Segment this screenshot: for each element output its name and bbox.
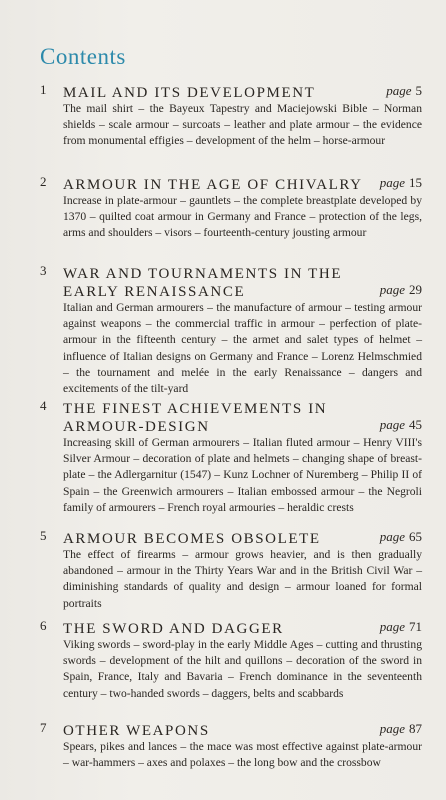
chapter-heading: THE FINEST ACHIEVEMENTS IN	[63, 401, 328, 417]
page-label: page	[379, 175, 405, 190]
chapter-entry	[40, 398, 422, 516]
chapter-number: 4	[40, 398, 47, 413]
chapter-entry	[40, 720, 422, 771]
page-number: 15	[409, 175, 422, 190]
page-reference	[380, 174, 422, 192]
chapter-number: 6	[40, 618, 47, 633]
page-label: page	[379, 417, 405, 432]
chapter-heading-row	[63, 618, 422, 636]
chapter-heading: MAIL AND ITS DEVELOPMENT	[63, 85, 316, 101]
page-reference	[386, 82, 422, 100]
chapter-number: 7	[40, 720, 47, 735]
chapter-description: Italian and German armourers – the manufacture of armour – testing armour against weapons – the commercial traffic in armour – perfection of plate-armour in the fifteenth century – the armet and salet types of helmet – influence of Italian designs on Germany and France – Lorenz Helmschmied – the tournament and melée in the early Renaissance – dangers and excitements of the tilt-yard	[63, 301, 422, 396]
page-reference	[380, 720, 422, 738]
chapter-entry	[40, 82, 422, 150]
page-label: page	[386, 83, 412, 98]
chapter-heading-row	[63, 720, 422, 738]
chapter-heading: THE SWORD AND DAGGER	[63, 621, 284, 637]
chapter-heading-row-2	[63, 281, 422, 299]
chapter-number: 5	[40, 528, 47, 543]
page-reference	[380, 528, 422, 546]
chapter-number: 2	[40, 174, 47, 189]
chapter-heading-continued: EARLY RENAISSANCE	[63, 284, 246, 300]
page-number: 71	[409, 619, 422, 634]
page-reference	[380, 416, 422, 434]
page-reference	[380, 618, 422, 636]
page-title: Contents	[40, 44, 126, 69]
chapter-entry	[40, 528, 422, 612]
page-number: 5	[415, 83, 422, 98]
page-label: page	[379, 529, 405, 544]
chapter-description: The effect of firearms – armour grows heavier, and is then gradually abandoned – armour in the Thirty Years War and in the British Civil War – diminishing standards of quality and design – armour loaned for formal portraits	[63, 548, 422, 610]
page-label: page	[379, 282, 405, 297]
chapter-description: Viking swords – sword-play in the early Middle Ages – cutting and thrusting swords – development of the hilt and quillons – decoration of the sword in Spain, France, Italy and Bavaria – French dominance in the seventeenth century – two-handed swords – daggers, belts and scabbards	[63, 638, 422, 700]
chapter-heading-row	[63, 528, 422, 546]
chapter-heading: ARMOUR BECOMES OBSOLETE	[63, 531, 321, 547]
chapter-heading-row-2	[63, 416, 422, 434]
page-number: 45	[409, 417, 422, 432]
page-number: 65	[409, 529, 422, 544]
chapter-heading-row	[63, 398, 422, 416]
page-number: 29	[409, 282, 422, 297]
chapter-heading-row	[63, 263, 422, 281]
chapter-number: 1	[40, 82, 47, 97]
chapter-heading: WAR AND TOURNAMENTS IN THE	[63, 266, 343, 282]
chapter-description: Increasing skill of German armourers – Italian fluted armour – Henry VIII's Silver Armour – decoration of plate and helmets – changing shape of breast-plate – the Adlergarnitur (1547) – Kunz Lochner of Nuremberg – Philip II of Spain – the Greenwich armourers – Italian embossed armour – the Negroli family of armourers – French royal armouries – heraldic crests	[63, 436, 422, 514]
chapter-entry	[40, 174, 422, 242]
chapter-description: Spears, pikes and lances – the mace was most effective against plate-armour – war-hammers – axes and polaxes – the long bow and the crossbow	[63, 740, 422, 770]
chapter-heading-row	[63, 82, 422, 100]
chapter-heading: ARMOUR IN THE AGE OF CHIVALRY	[63, 177, 363, 193]
page-label: page	[379, 619, 405, 634]
chapter-heading-row	[63, 174, 422, 192]
chapter-description: The mail shirt – the Bayeux Tapestry and Maciejowski Bible – Norman shields – scale armour – surcoats – leather and plate armour – the evidence from monumental effigies – development of the helm – horse-armour	[63, 102, 422, 148]
chapter-heading-continued: ARMOUR-DESIGN	[63, 419, 210, 435]
page-number: 87	[409, 721, 422, 736]
chapter-entry	[40, 263, 422, 397]
page-label: page	[379, 721, 405, 736]
chapter-entry	[40, 618, 422, 702]
chapter-heading: OTHER WEAPONS	[63, 723, 210, 739]
page-reference	[380, 281, 422, 299]
chapter-number: 3	[40, 263, 47, 278]
chapter-description: Increase in plate-armour – gauntlets – the complete breastplate developed by 1370 – quilted coat armour in Germany and France – protection of the legs, arms and shoulders – visors – fourteenth-century jousting armour	[63, 194, 422, 240]
